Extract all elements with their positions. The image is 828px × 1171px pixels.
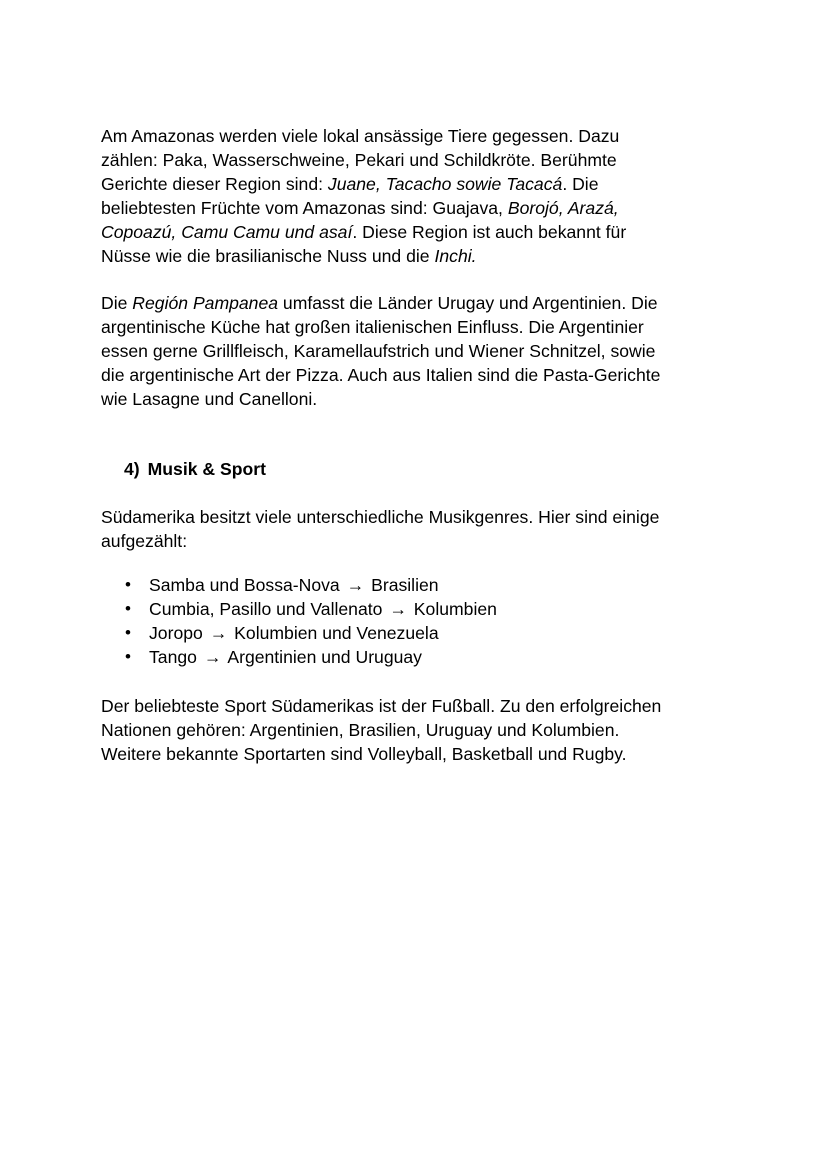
text-span: . Diese Region ist auch bekannt für [352,222,627,242]
pampa-paragraph [101,291,731,411]
text-line: argentinische Küche hat großen italienischen Einfluss. Die Argentinier [101,317,644,337]
section-heading [124,457,266,481]
music-intro-paragraph [101,505,731,553]
genre-name: Joropo [149,623,203,643]
text-line: Weitere bekannte Sportarten sind Volleyball, Basketball und Rugby. [101,744,627,764]
music-genre-list [101,573,731,669]
fruit-names: Borojó, Arazá, [507,198,619,218]
list-item [101,621,731,645]
bullet-icon: • [125,623,131,642]
sport-paragraph [101,694,731,766]
genre-country: Kolumbien und Venezuela [234,623,439,643]
amazon-paragraph [101,124,731,268]
arrow-right-icon: → [209,623,228,643]
text-span: Nüsse wie die brasilianische Nuss und die [101,246,435,266]
dish-names: Juane, Tacacho sowie Tacacá [327,174,563,194]
genre-country: Kolumbien [413,599,497,619]
text-line [101,220,731,244]
text-line [101,291,731,315]
arrow-right-icon: → [203,647,222,667]
genre-name: Samba und Bossa-Nova [149,575,340,595]
fruit-names: Copoazú, Camu Camu und asaí [101,222,353,242]
text-line [101,196,731,220]
list-item [101,597,731,621]
text-line: Am Amazonas werden viele lokal ansässige Tiere gegessen. Dazu [101,126,620,146]
text-line [101,172,731,196]
genre-name: Tango [149,647,197,667]
text-line: Der beliebteste Sport Südamerikas ist der Fußball. Zu den erfolgreichen [101,696,662,716]
section-title: Musik & Sport [147,459,266,479]
section-number: 4) [124,459,140,479]
text-line: Nationen gehören: Argentinien, Brasilien, Uruguay und Kolumbien. [101,720,620,740]
list-item [101,645,731,669]
text-line: aufgezählt: [101,531,188,551]
text-span: Gerichte dieser Region sind: [101,174,328,194]
list-item [101,573,731,597]
region-name: Región Pampanea [132,293,279,313]
text-line: die argentinische Art der Pizza. Auch aus Italien sind die Pasta-Gerichte [101,365,661,385]
text-span: umfasst die Länder Urugay und Argentinien. Die [278,293,658,313]
arrow-right-icon: → [346,575,365,595]
bullet-icon: • [125,599,131,618]
text-span: . Die [562,174,599,194]
text-line: zählen: Paka, Wasserschweine, Pekari und Schildkröte. Berühmte [101,150,617,170]
text-line: Südamerika besitzt viele unterschiedliche Musikgenres. Hier sind einige [101,507,660,527]
text-line: essen gerne Grillfleisch, Karamellaufstrich und Wiener Schnitzel, sowie [101,341,656,361]
genre-name: Cumbia, Pasillo und Vallenato [149,599,383,619]
bullet-icon: • [125,575,131,594]
text-span: beliebtesten Früchte vom Amazonas sind: Guajava, [101,198,508,218]
text-span: Die [101,293,133,313]
bullet-icon: • [125,647,131,666]
genre-country: Brasilien [371,575,439,595]
arrow-right-icon: → [389,599,407,619]
text-line: wie Lasagne und Canelloni. [101,389,318,409]
genre-country: Argentinien und Uruguay [227,647,422,667]
nut-name: Inchi. [434,246,477,266]
text-line [101,244,731,268]
